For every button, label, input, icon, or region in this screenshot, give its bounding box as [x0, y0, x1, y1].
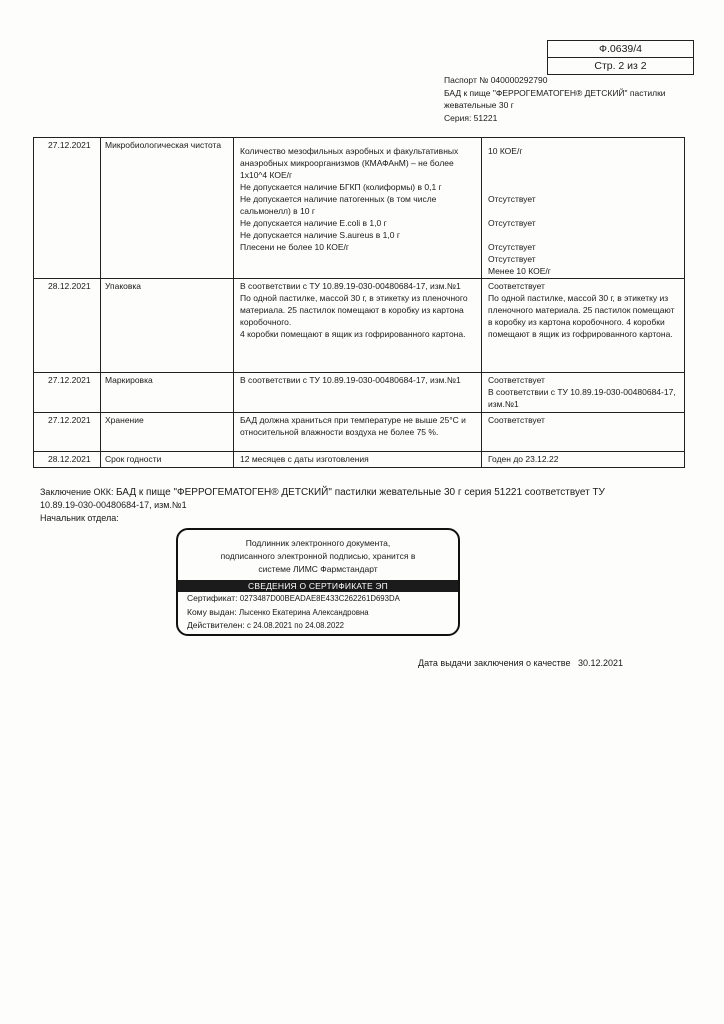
stamp-validity — [178, 619, 458, 633]
result-line: Отсутствует — [488, 194, 536, 204]
passport-block — [444, 74, 666, 124]
row-date: 28.12.2021 — [34, 279, 101, 373]
result-line: 10 КОЕ/г — [488, 146, 523, 156]
row-requirement: БАД должна храниться при температуре не выше 25°С и относительной влажности воздуха не более 75 %. — [234, 413, 482, 452]
page-number: Стр. 2 из 2 — [548, 57, 693, 74]
stamp-line: подписанного электронной подписью, хранится в — [220, 551, 416, 561]
stamp-issued-to — [178, 606, 458, 620]
conclusion-text: БАД к пище "ФЕРРОГЕМАТОГЕН® ДЕТСКИЙ" пастилки жевательные 30 г серия 51221 соответствует ТУ — [115, 487, 605, 498]
issued-to-value: Лысенко Екатерина Александровна — [238, 607, 369, 617]
row-date: 27.12.2021 — [34, 373, 101, 413]
row-date: 27.12.2021 — [34, 138, 101, 279]
requirement-line: Не допускается наличие S.aureus в 1,0 г — [240, 230, 400, 240]
table-row — [34, 138, 685, 279]
product-name-line2: жевательные 30 г — [444, 100, 514, 110]
validity-value: с 24.08.2021 по 24.08.2022 — [247, 621, 345, 630]
test-results-table — [33, 137, 685, 468]
row-result: Годен до 23.12.22 — [482, 452, 685, 468]
row-date: 28.12.2021 — [34, 452, 101, 468]
stamp-certificate — [178, 592, 458, 606]
stamp-certificate-header: СВЕДЕНИЯ О СЕРТИФИКАТЕ ЭП — [178, 580, 458, 592]
result-line: Соответствует — [488, 375, 545, 385]
result-line: Отсутствует — [488, 242, 536, 252]
passport-number: Паспорт № 040000292790 — [444, 75, 548, 85]
requirement-line: Плесени не более 10 КОЕ/г — [240, 242, 349, 252]
series-number: Серия: 51221 — [444, 112, 498, 123]
result-line: В соответствии с ТУ 10.89.19-030-00480684-17, изм.№1 — [488, 387, 676, 409]
e-signature-stamp — [176, 528, 460, 636]
stamp-line: системе ЛИМС Фармстандарт — [258, 564, 378, 574]
issue-date: 30.12.2021 — [577, 658, 624, 668]
issue-date-label: Дата выдачи заключения о качестве — [418, 658, 571, 668]
row-parameter: Срок годности — [101, 452, 234, 468]
conclusion-block — [40, 486, 620, 525]
requirement-line: Количество мезофильных аэробных и факультативных анаэробных микроорганизмов (КМАФАнМ) – не более 1х10^4 КОЕ/г — [240, 146, 459, 180]
row-date: 27.12.2021 — [34, 413, 101, 452]
row-parameter: Микробиологическая чистота — [101, 138, 234, 279]
requirement-line: Не допускается наличие патогенных (в том числе сальмонелл) в 10 г — [240, 194, 437, 216]
validity-label: Действителен: — [187, 620, 247, 630]
table-row — [34, 452, 685, 468]
requirement-line: В соответствии с ТУ 10.89.19-030-00480684-17, изм.№1 — [240, 281, 461, 291]
result-line: Менее 10 КОЕ/г — [488, 266, 551, 276]
conclusion-spec: 10.89.19-030-00480684-17, изм.№1 — [40, 500, 187, 510]
requirement-line: Не допускается наличие E.coli в 1,0 г — [240, 218, 387, 228]
conclusion-label: Заключение ОКК: — [40, 487, 116, 497]
row-result — [482, 373, 685, 413]
certificate-value: 0273487D00BEADAE8E433C262261D693DA — [239, 594, 400, 603]
row-result — [482, 279, 685, 373]
row-requirement — [234, 279, 482, 373]
issue-date-line — [418, 658, 623, 668]
requirement-line: По одной пастилке, массой 30 г, в этикетку из пленочного материала. 25 пастилок помещают в коробку из картона коробочного. — [240, 293, 468, 327]
table-row — [34, 279, 685, 373]
department-head-label: Начальник отдела: — [40, 513, 119, 523]
issued-to-label: Кому выдан: — [187, 606, 239, 617]
product-name-line1: БАД к пище "ФЕРРОГЕМАТОГЕН® ДЕТСКИЙ" пастилки — [444, 87, 666, 98]
stamp-line: Подлинник электронного документа, — [245, 538, 391, 548]
table-row — [34, 413, 685, 452]
result-line: Отсутствует — [488, 218, 536, 228]
result-line: Отсутствует — [488, 254, 536, 264]
form-code: Ф.0639/4 — [598, 43, 642, 55]
row-requirement — [234, 138, 482, 279]
table-row — [34, 373, 685, 413]
row-requirement: В соответствии с ТУ 10.89.19-030-00480684-17, изм.№1 — [234, 373, 482, 413]
row-parameter: Упаковка — [101, 279, 234, 373]
row-parameter: Маркировка — [101, 373, 234, 413]
row-result — [482, 138, 685, 279]
requirement-line: Не допускается наличие БГКП (колиформы) в 0,1 г — [240, 182, 442, 192]
row-requirement: 12 месяцев с даты изготовления — [234, 452, 482, 468]
row-result: Соответствует — [482, 413, 685, 452]
form-code-box — [547, 40, 694, 75]
row-parameter: Хранение — [101, 413, 234, 452]
certificate-label: Сертификат: — [187, 593, 240, 603]
requirement-line: 4 коробки помещают в ящик из гофрированного картона. — [240, 329, 466, 339]
result-line: Соответствует — [488, 281, 545, 291]
result-line: По одной пастилке, массой 30 г, в этикетку из пленочного материала. 25 пастилок помещают в коробку из картона коробочного. 4 коробки помещают в ящик из гофрированного картона. — [488, 293, 675, 339]
